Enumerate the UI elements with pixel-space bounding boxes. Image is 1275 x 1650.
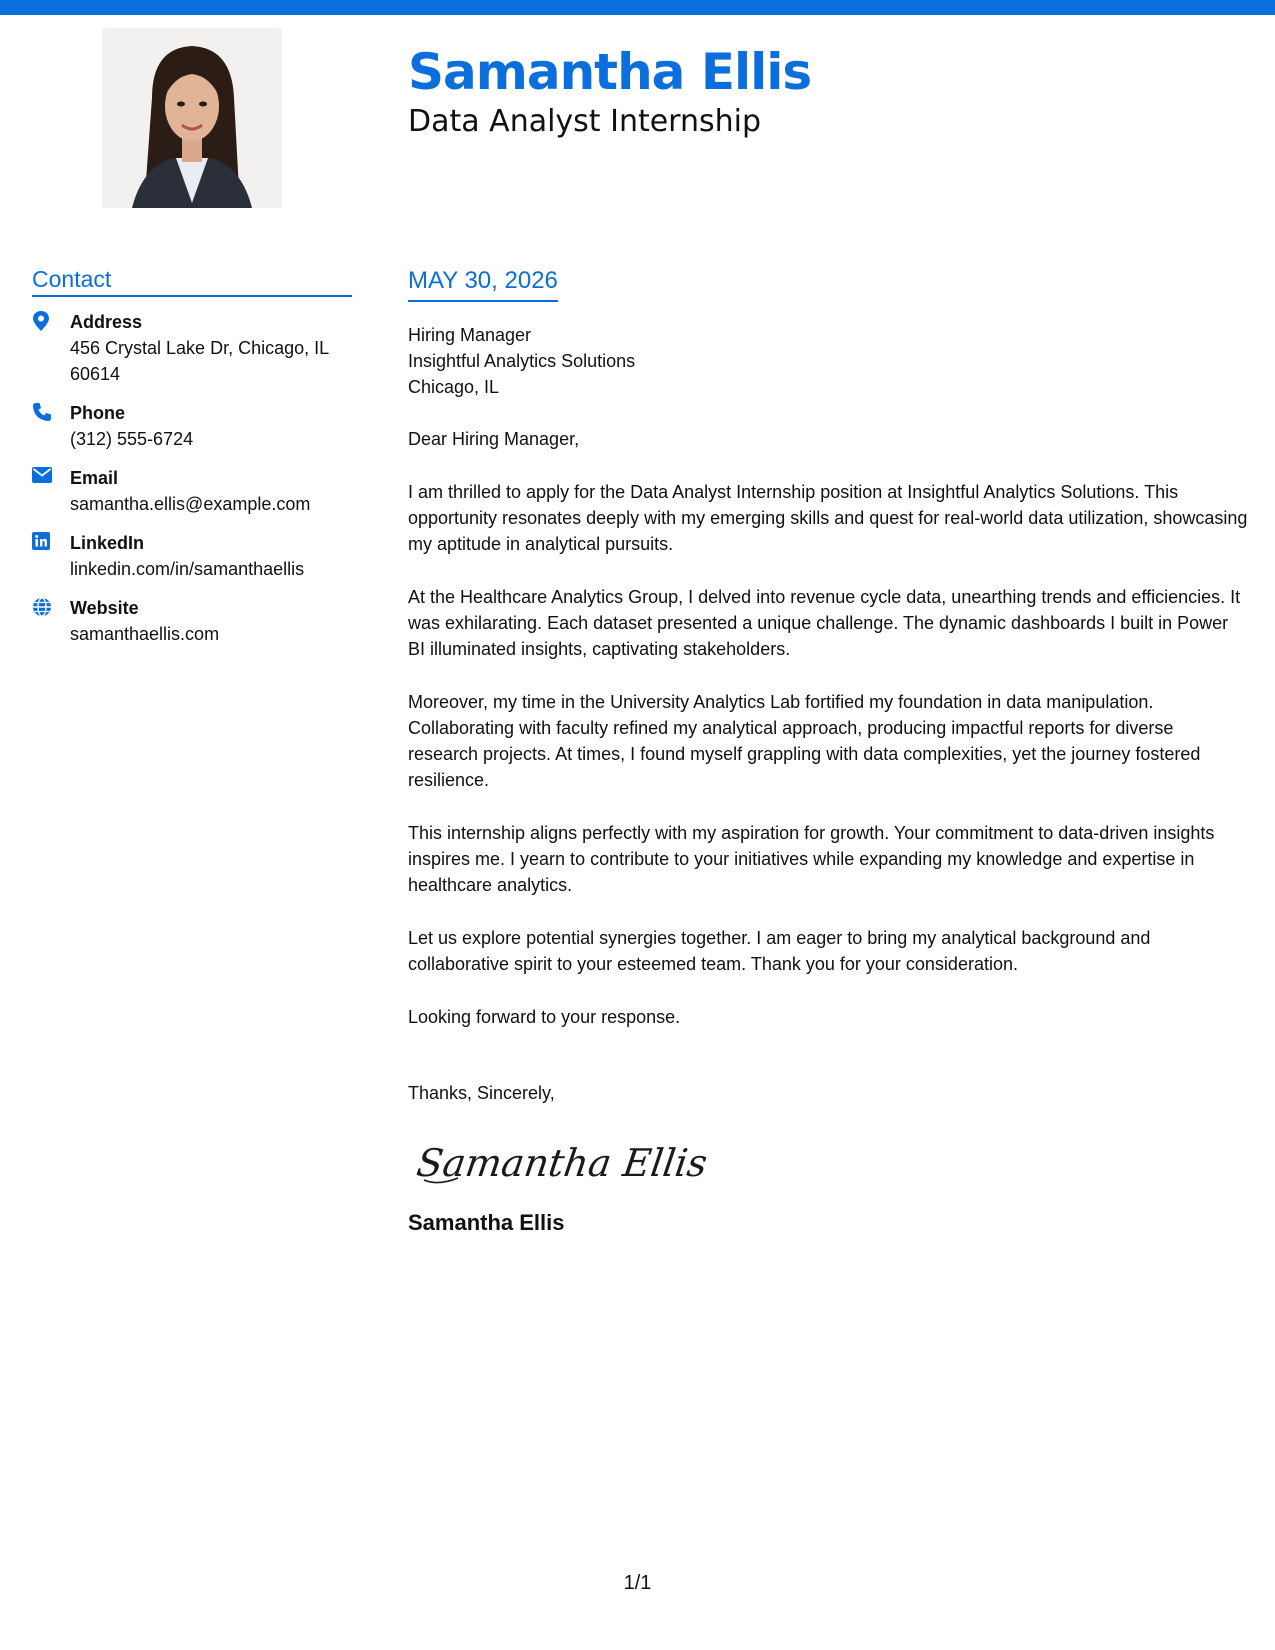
contact-item-email bbox=[32, 465, 352, 517]
phone-value: (312) 555-6724 bbox=[70, 429, 194, 449]
applicant-name: Samantha Ellis bbox=[408, 43, 812, 101]
contact-item-website bbox=[32, 595, 352, 647]
svg-text:Samantha Ellis: Samantha Ellis bbox=[413, 1142, 710, 1186]
contact-item-linkedin bbox=[32, 530, 352, 582]
recipient-line: Hiring Manager bbox=[408, 325, 532, 345]
linkedin-icon bbox=[32, 530, 70, 555]
profile-photo bbox=[102, 28, 282, 208]
body-paragraph: Looking forward to your response. bbox=[408, 1007, 681, 1027]
recipient-block bbox=[408, 322, 1248, 400]
body-paragraph: Let us explore potential synergies together. I am eager to bring my analytical background and collaborative spirit to your esteemed team. Thank you for your consideration. bbox=[408, 928, 1151, 974]
body-paragraph: At the Healthcare Analytics Group, I delved into revenue cycle data, unearthing trends and efficiencies. It was exhilarating. Each dataset presented a unique challenge. The dynamic dashboards I built in Power BI illuminated insights, captivating stakeholders. bbox=[408, 587, 1241, 659]
greeting: Dear Hiring Manager, bbox=[408, 429, 580, 449]
letter-date: MAY 30, 2026 bbox=[408, 268, 558, 302]
contact-label: Email bbox=[70, 468, 119, 488]
page-number: 1/1 bbox=[623, 1572, 652, 1594]
body-paragraph: I am thrilled to apply for the Data Analyst Internship position at Insightful Analytics Solutions. This opportunity resonates deeply with my emerging skills and quest for real-world data utilization, showcasing my aptitude in analytical pursuits. bbox=[408, 482, 1248, 554]
top-accent-bar bbox=[0, 0, 1275, 15]
email-value[interactable]: samantha.ellis@example.com bbox=[70, 494, 311, 514]
header bbox=[408, 40, 811, 140]
letter-body bbox=[408, 268, 1248, 1236]
contact-label: Address bbox=[70, 312, 143, 332]
handwritten-signature bbox=[413, 1128, 1248, 1198]
contact-item-phone bbox=[32, 400, 352, 452]
recipient-line: Chicago, IL bbox=[408, 377, 500, 397]
location-pin-icon bbox=[32, 309, 70, 336]
contact-heading: Contact bbox=[32, 266, 352, 297]
website-value[interactable]: samanthaellis.com bbox=[70, 624, 220, 644]
contact-label: Phone bbox=[70, 403, 126, 423]
contact-label: LinkedIn bbox=[70, 533, 145, 553]
envelope-icon bbox=[32, 465, 70, 488]
contact-label: Website bbox=[70, 598, 139, 618]
closing: Thanks, Sincerely, bbox=[408, 1083, 555, 1103]
body-paragraph: Moreover, my time in the University Analytics Lab fortified my foundation in data manipulation. Collaborating with faculty refined my analytical approach, producing impactful reports for diverse research projects. At times, I found myself grappling with data complexities, yet the journey fostered resilience. bbox=[408, 692, 1201, 790]
phone-icon bbox=[32, 400, 70, 427]
job-title: Data Analyst Internship bbox=[408, 104, 762, 139]
address-value: 456 Crystal Lake Dr, Chicago, IL 60614 bbox=[70, 338, 329, 384]
recipient-line: Insightful Analytics Solutions bbox=[408, 351, 636, 371]
contact-item-address bbox=[32, 309, 352, 387]
body-paragraph: This internship aligns perfectly with my aspiration for growth. Your commitment to data-driven insights inspires me. I yearn to contribute to your initiatives while expanding my knowledge and expertise in healthcare analytics. bbox=[408, 823, 1215, 895]
contact-sidebar bbox=[32, 266, 352, 660]
signer-name: Samantha Ellis bbox=[408, 1210, 565, 1235]
linkedin-value[interactable]: linkedin.com/in/samanthaellis bbox=[70, 559, 305, 579]
globe-icon bbox=[32, 595, 70, 622]
